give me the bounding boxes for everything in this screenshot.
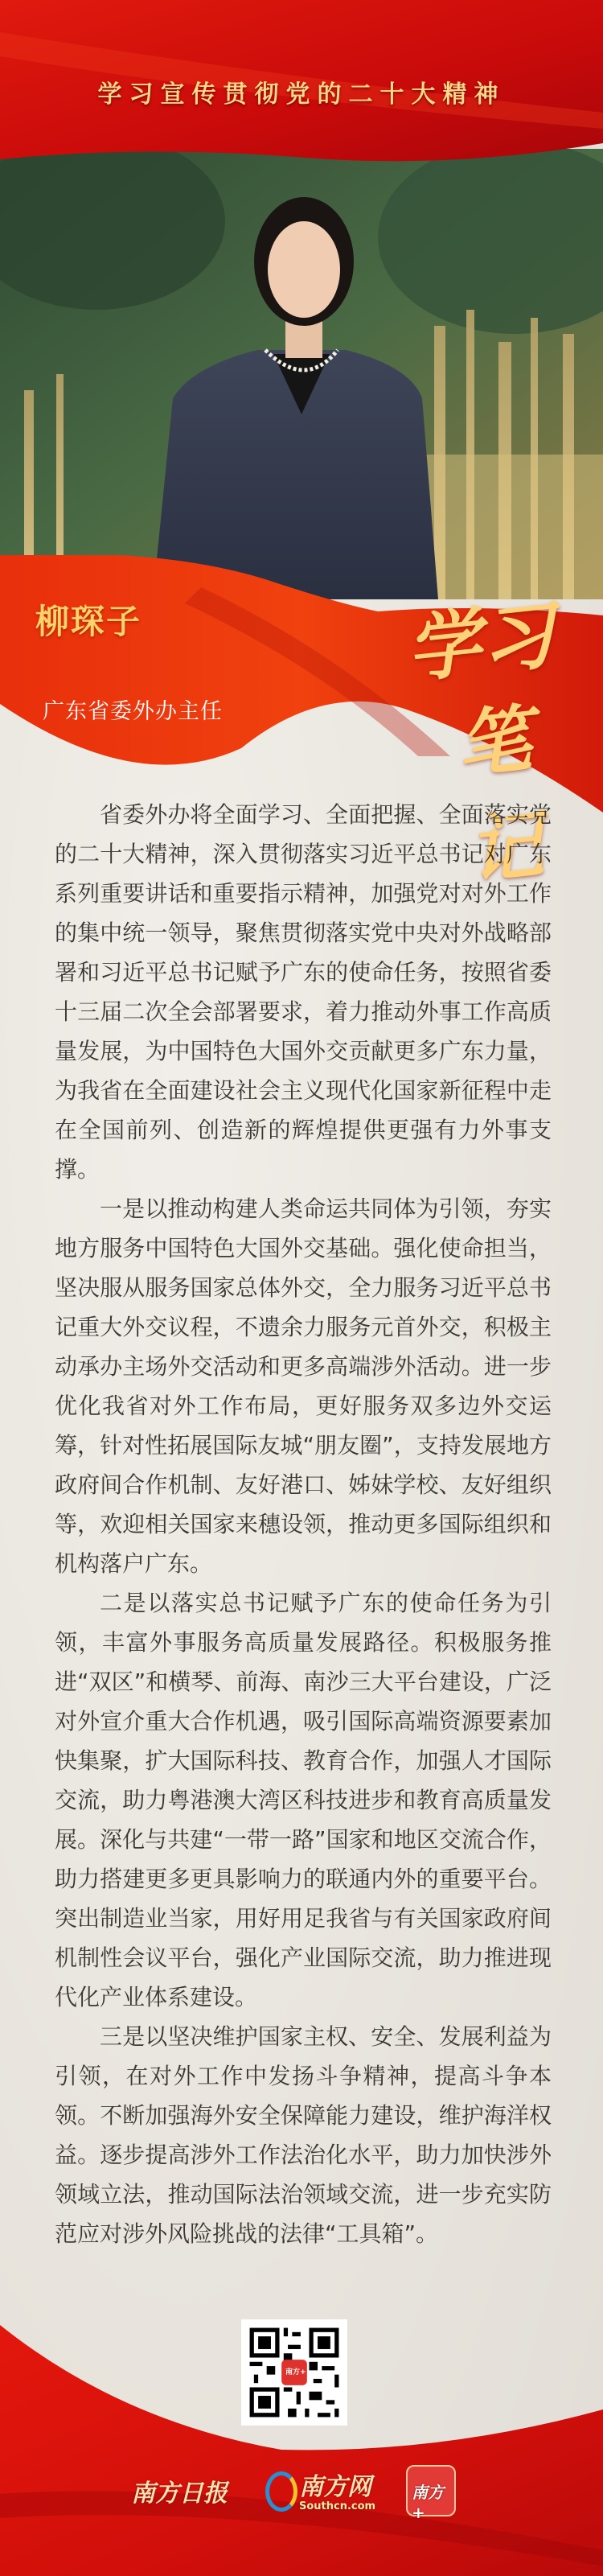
southcn-url: Southcn.com <box>299 2500 376 2512</box>
article-body <box>55 795 552 2253</box>
study-notes-calligraphy <box>402 583 599 895</box>
person-title: 广东省委外办主任 <box>43 699 223 724</box>
article-paragraph: 二是以落实总书记赋予广东的使命任务为引领，丰富外事服务高质量发展路径。积极服务推进“双区”和横琴、前海、南沙三大平台建设，广泛对外宣介重大合作机遇，吸引国际高端资源要素加快集聚，扩大国际科技、教育合作，加强人才国际交流，助力粤港澳大湾区科技进步和教育高质量发展。深化与共建“一带一路”国家和地区交流合作，助力搭建更多更具影响力的联通内外的重要平台。突出制造业当家，用好用足我省与有关国家政府间机制性会议平台，强化产业国际交流，助力推进现代化产业体系建设。 <box>55 1590 552 2010</box>
stamp-line-2: 笔记 <box>453 694 548 895</box>
nanfang-daily-logo[interactable]: 南方日报 <box>131 2479 228 2508</box>
southcn-logo[interactable]: 南方网 <box>299 2473 371 2501</box>
article-paragraph: 省委外办将全面学习、全面把握、全面落实党的二十大精神，深入贯彻落实习近平总书记对广东系列重要讲话和重要指示精神，加强党对对外工作的集中统一领导，聚焦贯彻落实党中央对外战略部署和习近平总书记赋予广东的使命任务，按照省委十三届二次全会部署要求，着力推动外事工作高质量发展，为中国特色大国外交贡献更多广东力量，为我省在全面建设社会主义现代化国家新征程中走在全国前列、创造新的辉煌提供更强有力外事支撑。 <box>55 801 552 1183</box>
stamp-line-1: 学习 <box>402 591 559 693</box>
qr-center-badge: 南方+ <box>285 2368 306 2376</box>
article-paragraph: 一是以推动构建人类命运共同体为引领，夯实地方服务中国特色大国外交基础。强化使命担当，坚决服从服务国家总体外交，全力服务习近平总书记重大外交议程，不遗余力服务元首外交，积极主动承办主场外交活动和更多高端涉外活动。进一步优化我省对外工作布局，更好服务双多边外交运筹，针对性拓展国际友城“朋友圈”，支持发展地方政府间合作机制、友好港口、姊妹学校、友好组织等，欢迎相关国家来穗设领，推动更多国际组织和机构落户广东。 <box>55 1195 552 1577</box>
nanfang-plus-app-icon[interactable] <box>406 2465 456 2522</box>
header-title: 学习宣传贯彻党的二十大精神 <box>97 80 506 109</box>
portrait-photo <box>0 149 603 599</box>
person-name: 柳琛子 <box>35 602 142 641</box>
nanfang-plus-label: 南方+ <box>412 2483 444 2522</box>
qr-code[interactable] <box>241 2319 347 2426</box>
footer-logos <box>0 2462 603 2526</box>
article-paragraph: 三是以坚决维护国家主权、安全、发展利益为引领，在对外工作中发扬斗争精神，提高斗争本领。不断加强海外安全保障能力建设，维护海洋权益。逐步提高涉外工作法治化水平，助力加快涉外领域立法，推动国际法治领域交流，进一步充实防范应对涉外风险挑战的法律“工具箱”。 <box>55 2023 552 2247</box>
southcn-emblem-icon <box>265 2471 297 2512</box>
